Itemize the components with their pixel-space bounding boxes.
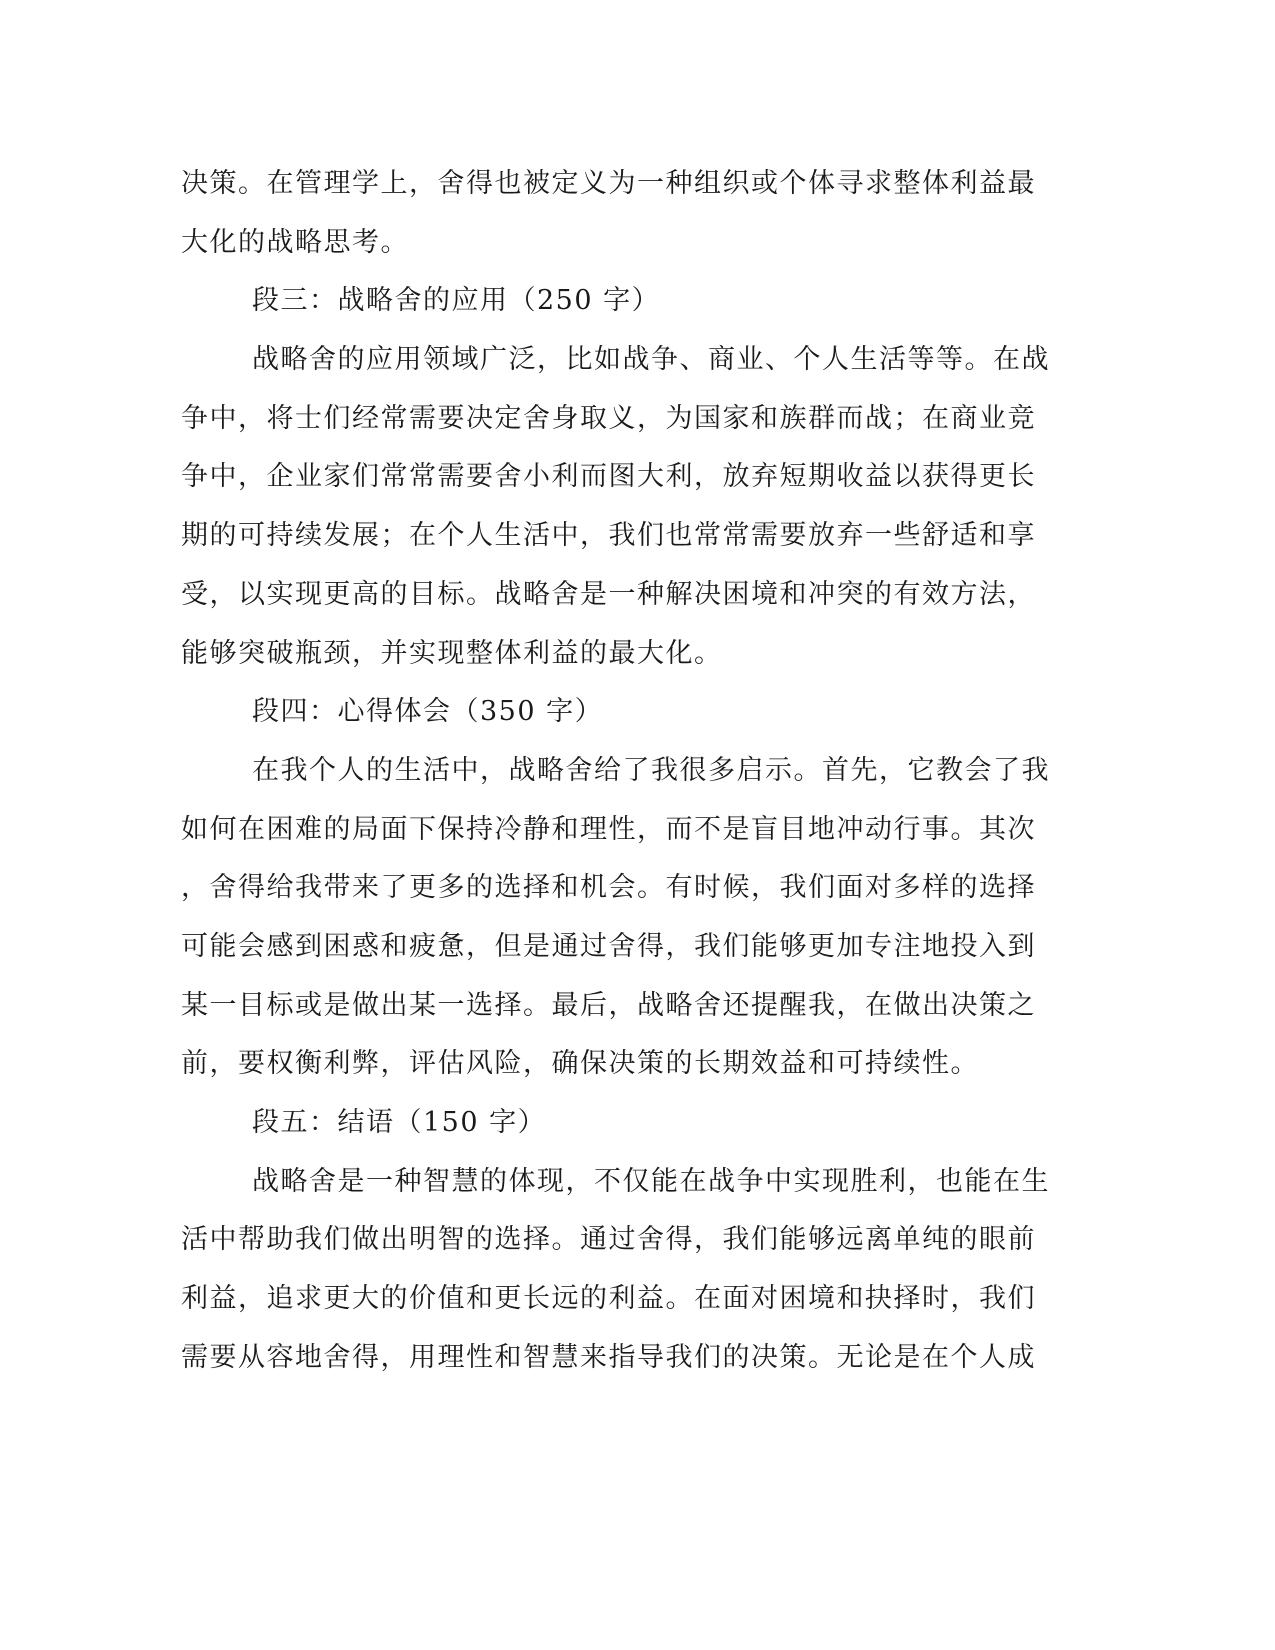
text-line: 需要从容地舍得，用理性和智慧来指导我们的决策。无论是在个人成: [181, 1341, 1036, 1373]
paragraph-first-line: 段五：结语（150 字）: [252, 1107, 547, 1138]
text-line: 大化的战略思考。: [181, 226, 409, 258]
text-line: ，舍得给我带来了更多的选择和机会。有时候，我们面对多样的选择: [181, 872, 1036, 904]
text-line: 活中帮助我们做出明智的选择。通过舍得，我们能够远离单纯的眼前: [181, 1224, 1036, 1256]
text-line: 期的可持续发展；在个人生活中，我们也常常需要放弃一些舒适和享: [181, 520, 1036, 552]
document-body: [181, 155, 1050, 1387]
text-line: 可能会感到困惑和疲惫，但是通过舍得，我们能够更加专注地投入到: [181, 930, 1036, 962]
text-line: 某一目标或是做出某一选择。最后，战略舍还提醒我，在做出决策之: [181, 989, 1036, 1021]
paragraph-first-line: 在我个人的生活中，战略舍给了我很多启示。首先，它教会了我: [252, 754, 1050, 786]
paragraph-first-line: 战略舍是一种智慧的体现，不仅能在战争中实现胜利，也能在生: [252, 1165, 1050, 1197]
text-line: 决策。在管理学上，舍得也被定义为一种组织或个体寻求整体利益最: [181, 168, 1036, 199]
text-line: 能够突破瓶颈，并实现整体利益的最大化。: [181, 637, 723, 669]
text-line: 如何在困难的局面下保持冷静和理性，而不是盲目地冲动行事。其次: [181, 813, 1036, 845]
paragraph-first-line: 战略舍的应用领域广泛，比如战争、商业、个人生活等等。在战: [252, 344, 1050, 376]
text-line: 争中，企业家们常常需要舍小利而图大利，放弃短期收益以获得更长: [181, 461, 1036, 493]
paragraph-first-line: 段四：心得体会（350 字）: [252, 696, 604, 728]
text-line: 前，要权衡利弊，评估风险，确保决策的长期效益和可持续性。: [181, 1048, 979, 1080]
paragraph-first-line: 段三：战略舍的应用（250 字）: [252, 285, 661, 317]
text-line: 受，以实现更高的目标。战略舍是一种解决困境和冲突的有效方法，: [181, 578, 1036, 610]
text-line: 利益，追求更大的价值和更长远的利益。在面对困境和抉择时，我们: [181, 1283, 1036, 1315]
text-line: 争中，将士们经常需要决定舍身取义，为国家和族群而战；在商业竞: [181, 402, 1036, 434]
